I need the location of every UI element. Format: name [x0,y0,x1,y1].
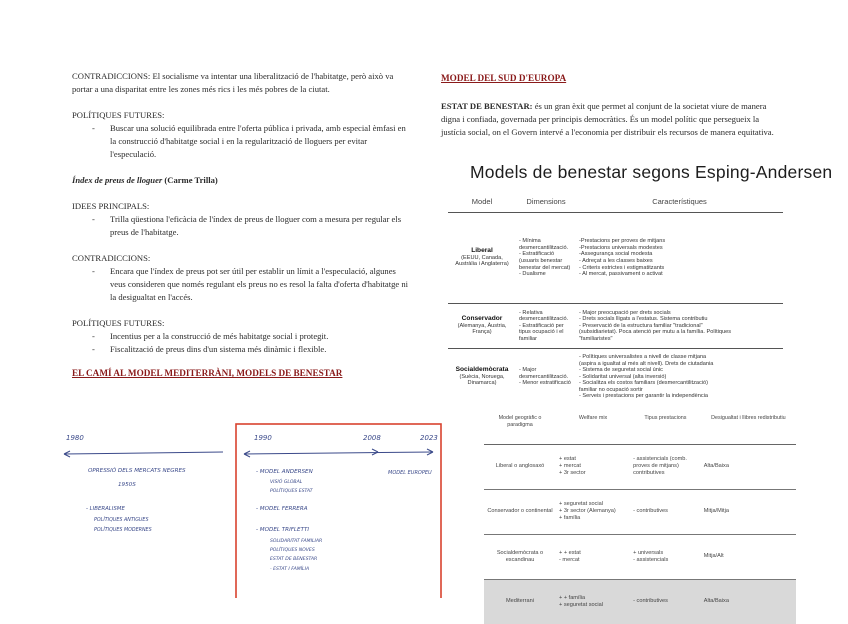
model-name: Conservador [461,315,503,323]
politiques-futures-title: POLÍTIQUES FUTURES: [72,318,165,328]
mix-line: + + estat [559,549,581,556]
model-name: Socialdemòcrata [455,366,509,374]
model-name: Liberal [471,247,493,255]
trait-line: - Polítiques universalistes a nivell de classe mitjana [579,353,707,360]
trait-line: - Sistema de seguretat social únic [579,367,663,374]
dimension-line: desmercantilització. [519,373,569,380]
trait-line: - Preservació de la estructura familiar "tradicional" [579,322,703,329]
trait-line: familiar no ocupació sortir [579,386,643,393]
column-header: Dimensions [516,193,576,213]
note: ESTAT DE BENESTAR [270,557,318,562]
dimension-line: - Major [519,367,537,374]
contradiccions-title: CONTRADICCIONS: [72,253,151,263]
dimension-line: tipus ocupació i el [519,329,564,336]
list-item: - Encara que l'índex de preus pot ser útil per establir un límit a l'especulació, algunes veus consideren que només regulant els preus no es resol la falta d'oferta d'habitatge ni la desigualtat en l'accés. [72,265,412,304]
trait-line: -Assegurança social modesta [579,251,653,258]
dimension-line: - Menor estratificació [519,380,571,387]
trait-line: - Adreçat a les classes baixes [579,258,653,264]
list-item: - Trilla qüestiona l'eficàcia de l'índex de preus de lloguer com a mesura per regular els preus de l'habitatge. [72,213,412,239]
dimension-line: (usuaris benestar [519,258,563,264]
cami-heading: EL CAMÍ AL MODEL MEDITERRÀNI, MODELS DE BENESTAR [72,368,343,378]
tipus-line: - contributives [633,598,668,605]
trait-line: (aspira a igualtat al més alt nivell). Drets de ciutadania [579,360,714,367]
column-header: Tipus prestacions [630,412,701,444]
tipus-line: - contributives [633,508,668,515]
tipus-line: - assistencials [633,556,669,563]
note: OPRESSIÓ DELS MERCATS NEGRES [88,468,186,474]
idees-title: IDEES PRINCIPALS: [72,201,150,211]
estat-label: ESTAT DE BENESTAR: [441,101,533,111]
column-header: Welfare mix [556,412,630,444]
model-countries: (Alemanya, Àustria, França) [457,322,507,336]
trait-line: -Prestacions per proves de mitjans [579,238,666,245]
timeline-line-right [244,452,433,454]
dimension-line: familiar [519,335,538,342]
note: POLÍTIQUES ESTAT [270,489,313,494]
politiques-futures-title: POLÍTIQUES FUTURES: [72,110,165,120]
mix-line: + 3r sector [559,469,586,476]
trait-line: (subsidiarietat). Poca atenció per mutu a la família. Polítiques [579,329,732,336]
note: - MODEL TRIFLETTI [256,527,310,533]
left-column [72,70,412,393]
model-sud-heading: MODEL DEL SUD D'EUROPA [441,73,567,83]
trait-line: "familiaristes" [579,335,613,342]
models-table [484,412,796,624]
table-row [448,213,783,304]
dimension-line: - Estratificació per [519,322,564,329]
note: MODEL EUROPEU [388,470,432,476]
model-cell: Socialdemòcrata o escandinau [484,534,556,579]
model-countries: (EEUU, Canada, Austràlia i Anglaterra) [455,254,509,268]
index-title-author: (Carme Trilla) [162,175,218,185]
mix-line: + seguretat social [559,501,603,508]
arrow-right-icon [372,449,378,455]
column-header: Model geogràfic o paradigma [484,412,556,444]
note: POLÍTIQUES MODERNES [94,528,152,533]
dimension-line: benestar del mercat) [519,264,571,271]
trait-line: - Solidaritat universal (alta inversió) [579,373,667,380]
mix-line: + 3r sector (Alemanya) [559,508,616,515]
dimension-line: desmercantilització. [519,316,569,323]
esping-title: Models de benestar segons Esping-Andersen [470,162,833,182]
dimension-line: desmercantilització. [519,244,569,251]
table-row [448,304,783,349]
desig-cell: Alta/Baixa [701,579,796,624]
table-row [484,579,796,624]
table-row [484,444,796,489]
table-row [484,489,796,534]
year-label: 1990 [254,434,272,442]
esping-table [448,193,783,405]
note: POLÍTIQUES NOVES [270,548,315,553]
tipus-line: + universals [633,549,664,556]
column-header: Model [448,193,516,213]
desig-cell: Mitja/Alt [701,534,796,579]
trait-line: - Socialitza els costos familiars (desmercantilització) [579,380,709,387]
mix-line: - mercat [559,556,580,563]
estat-text: és un gran èxit que permet al conjunt de la societat viure de manera digna i confiada, governada per principis democràtics. És un model polític que persegueix la justícia social, on el Govern intervé a l'economia per distribuir els recursos de manera equitativa. [441,101,774,137]
tipus-line: contributives [633,469,665,476]
list-item: - Incentius per a la construcció de més habitatge social i protegit. [72,330,412,343]
mix-line: + família [559,514,581,521]
year-label: 2008 [363,434,381,442]
note: SOLIDARITAT FAMILIAR [270,539,323,544]
table-row [448,349,783,406]
table-row [484,534,796,579]
mix-line: + estat [559,456,576,463]
year-label: 2023 [420,434,438,442]
model-cell: Liberal o anglosaxó [484,444,556,489]
column-header: Característiques [576,193,783,213]
model-countries: (Suècia, Noruega, Dinamarca) [459,373,505,387]
mix-line: + + família [559,594,586,601]
trait-line: - Drets socials lligats a l'estatus. Sistema contributiu [579,316,708,323]
tipus-line: proves de mitjans) [633,463,679,470]
right-column [441,72,777,139]
trait-line: - Al mercat, passivament o activat [579,271,663,278]
note: POLÍTIQUES ANTIGUES [94,518,149,523]
mix-line: + seguretat social [559,601,603,608]
trait-line: - Major preocupació per drets socials [579,309,671,316]
note: - MODEL FERRERA [256,506,308,512]
dimension-line: - Estratificació [519,251,555,258]
year-label: 1980 [66,434,84,442]
note: - ESTAT I FAMÍLIA [270,567,310,572]
list-item: - Buscar una solució equilibrada entre l'oferta pública i privada, amb especial èmfasi en la construcció d'habitatge social i en la regularització de lloguers per evitar l'especulació. [72,122,412,161]
note: - LIBERALISME [86,506,125,512]
desig-cell: Mitja/Mitja [701,489,796,534]
mix-line: + mercat [559,463,581,470]
note: 1950S [118,482,136,488]
index-title: Índex de preus de lloguer [72,175,163,185]
trait-line: -Prestacions universals modestes [579,244,663,251]
model-cell: Mediterrani [484,579,556,624]
model-cell: Conservador o continental [484,489,556,534]
handwritten-timeline-sketch [58,418,448,598]
column-header: Desigualtat i llibres redistributiu [701,412,796,444]
trait-line: - Criteris estrictes i estigmatitzants [579,264,665,271]
dimension-line: - Dualisme [519,271,546,278]
note: - MODEL ANDERSEN [256,469,313,475]
dimension-line: - Mínima [519,238,541,245]
dimension-line: - Relativa [519,309,543,316]
desig-cell: Alta/Baixa [701,444,796,489]
trait-line: - Serveis i prestacions per garantir la independència [579,393,709,400]
list-item: - Fiscalització de preus dins d'un sistema més dinàmic i flexible. [72,343,412,356]
contradiccions-paragraph: CONTRADICCIONS: El socialisme va intentar una liberalització de l'habitatge, però això va portar a una disparitat entre les zones més rics i les més pobres de la ciutat. [72,71,394,94]
note: VISIÓ GLOBAL [270,480,303,485]
tipus-line: - assistencials (comb. [633,456,687,463]
timeline-line-left [64,452,223,454]
